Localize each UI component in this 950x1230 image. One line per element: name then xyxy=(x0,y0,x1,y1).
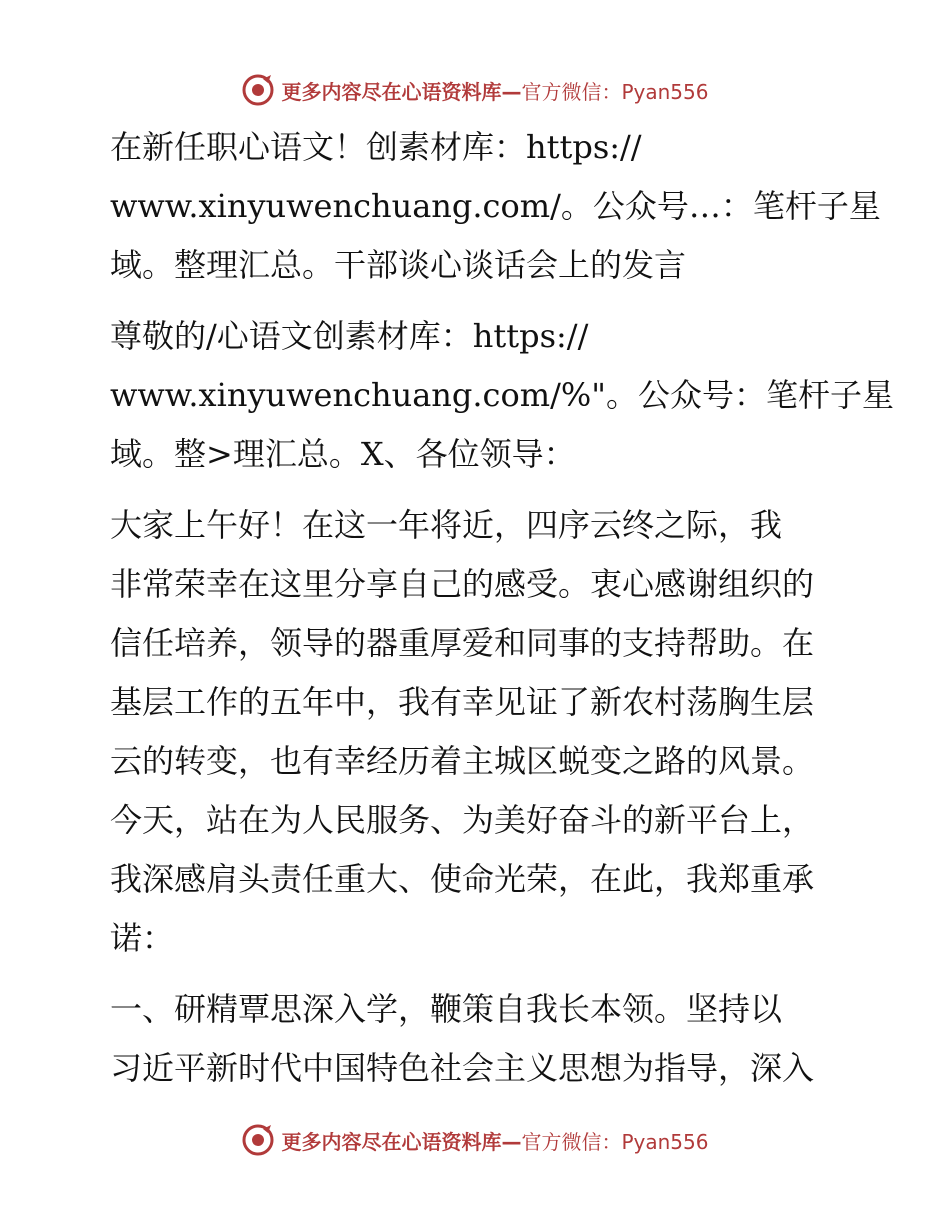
text-line: 域。整>理汇总。X、各位领导： xyxy=(110,435,576,473)
header-brand-text: 更多内容尽在心语资料库— xyxy=(281,79,522,104)
text-line: www.xinyuwenchuang.com/%"。公众号：笔杆子星 xyxy=(110,376,894,414)
text-line: 我深感肩头责任重大、使命光荣，在此，我郑重承 xyxy=(110,860,815,898)
paragraph-point-one xyxy=(98,980,850,1098)
text-line: 云的转变，也有幸经历着主城区蜕变之路的风景。 xyxy=(110,742,815,780)
text-line: 大家上午好！在这一年将近，四序云终之际，我 xyxy=(110,506,783,544)
footer-contact-text: 官方微信：Pyan556 xyxy=(521,1129,709,1154)
logo-icon xyxy=(241,1123,275,1157)
text-line: 一、研精覃思深入学，鞭策自我长本领。坚持以 xyxy=(110,990,783,1028)
document-body xyxy=(98,118,894,1110)
header-contact-text: 官方微信：Pyan556 xyxy=(521,79,709,104)
text-line: 在新任职心语文！创素材库：https:// xyxy=(110,128,642,166)
text-line: 今天，站在为人民服务、为美好奋斗的新平台上， xyxy=(110,801,815,839)
text-line: 基层工作的五年中，我有幸见证了新农村荡胸生层 xyxy=(110,683,815,721)
text-line: 域。整理汇总。干部谈心谈话会上的发言 xyxy=(110,246,687,284)
paragraph-intro xyxy=(98,118,881,295)
text-line: 信任培养，领导的器重厚爱和同事的支持帮助。在 xyxy=(110,624,815,662)
paragraph-greeting xyxy=(98,496,850,968)
text-line: 非常荣幸在这里分享自己的感受。衷心感谢组织的 xyxy=(110,565,815,603)
footer-brand-text: 更多内容尽在心语资料库— xyxy=(281,1129,522,1154)
text-line: 尊敬的/心语文创素材库：https:// xyxy=(110,317,589,355)
header-banner xyxy=(0,70,950,110)
text-line: www.xinyuwenchuang.com/。公众号…：笔杆子星 xyxy=(110,187,881,225)
text-line: 诺： xyxy=(110,919,175,957)
footer-banner xyxy=(0,1120,950,1160)
logo-icon xyxy=(241,73,275,107)
paragraph-salutation xyxy=(98,307,894,484)
text-line: 习近平新时代中国特色社会主义思想为指导，深入 xyxy=(110,1049,815,1087)
